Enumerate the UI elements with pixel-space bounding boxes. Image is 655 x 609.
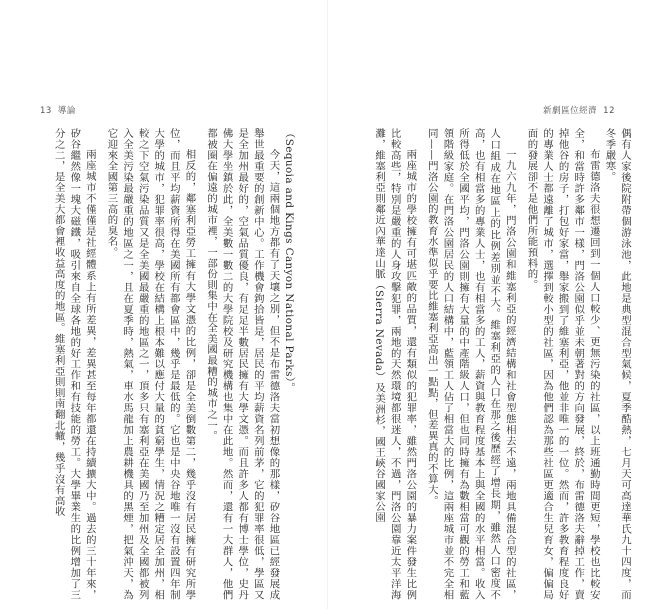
body-text xyxy=(34,128,296,600)
page-number: 13 xyxy=(40,106,52,116)
body-text xyxy=(348,128,632,600)
paragraph: 今天，這兩個地方都有了天壤之別，但不是布雷德洛夫當初想像的那樣，矽谷地區已經發展成舉世最重要的創新中心。工作機會鉤拾皆是，居民的平均薪資名列前茅，它的犯罪率很低，學區又是全加州最好的，空氣品質優良，有足足半數居民擁有大學文憑。而且許多人都有博士學位，史丹佛大學坐鎮於此，全美數一數二的大學院校及研究機構也集中在此地。然而，還有一大群人，他們都被圈在偏遠的城市裡，一部份則集中在全美國最糟的城市之一。 xyxy=(205,128,280,600)
paragraph: 兩座城市不僅僅是社經體系上有所差異，差異甚至每年都還在持續擴大中。過去的三十年來，矽谷繼然像一塊大磁鐵，吸引來自全球各地的好工作和有技能的勞工。大學畢業生的比例增加了三分之二，是全美大都會裡收益高度的地區。維塞利亞則則南翻北轍，幾乎沒有高收 xyxy=(52,128,96,600)
running-head-right xyxy=(543,104,621,116)
paragraph: 偶有人家後院附帶個游泳池，此地是典型混合型氣候，夏季酷熱，七月天可高達華氏九十四度，而冬季嚴寒。 xyxy=(603,128,631,600)
paragraph: 一九六九年，門洛公園和維塞利亞的經濟結構和社會型態相去不遠，兩地具備混合型的社區，人口組成在地區上的比例差別並不大。維塞利亞的人口在那之後歷經了增長期，雖然人口密度不高，也有相當多的專業人士，也有相當多的工人，薪資與教育程度基本上與全國的水平相當。收入所得低於全國平均，門洛公園則擁有大量的中產階級人口，但也同時擁有為數相當可觀的勞工和藍領階級家庭。在門洛公園居民的人口結構中，藍領工人佔了相當大的比例，這兩座城市並不完全相同——門洛公園的教育水準似乎要比維塞利亞高出一點點，但差異真的不算大。 xyxy=(425,128,516,600)
paragraph: 布雷德洛夫很想遷回到一個人口較少、更無污染的社區，以上班通勤時間更短，學校也比較安全，和當時許多鄰市一樣，門洛公園似乎並未朝著對的方向發展，終於，布雷德洛夫辭掉工作，賣掉他谷的房子，打包好家當，舉家搬到了維塞利亞，他並非唯一的一位。然而，許多教育程度良好的專業人士都遠離了城市，選擇到較小型的社區，因為他們認為那些社區更適合生兒育女，偏偏局面的發展卻不是他們所能預料的。 xyxy=(525,128,600,600)
running-head-left xyxy=(34,104,76,116)
section-title: 新劇區位經濟 xyxy=(543,106,598,116)
section-title: 導論 xyxy=(57,106,76,116)
paragraph: 相反的，鄰塞利亞勞工擁有大學文憑的比例，卻是全美倒數第二，幾乎沒有居民擁有研究所學位，而且平均薪資所得在美國所有都會區中，幾乎是最低的。它也是中央谷地唯一沒有設置四年制大學的城市，犯罪率很高，學校在結構上根本難以應付大量的貧窮學生，情況之糟定居全加州，相較之下空氣污染品質又是全美國最嚴重的地區之一，頂多只有塞利亞在美國乃至加州及全國都被列入全美污染最嚴重的地區之一，且在夏季時，熱氣，車水馬龍加上農耕機具的黑煙，把氣沖天，為它迎來全國第三高的臭名。 xyxy=(105,128,196,600)
right-page xyxy=(328,0,655,609)
paragraph: 兩座城市的學校擁有可堪匹敵的品質，還有類似的犯罪率，雖然門洛公園的暴力案件發生比例比較高些，特別是嚴重的人身攻擊犯罪，兩地的天然環境都很迷人，不過，門洛公園靠近太平洋海灘，維塞利亞則鄰近內華達山脈（Sierra Nevada）及美洲杉，國王峽谷國家公園 xyxy=(373,128,417,600)
page-number: 12 xyxy=(603,106,615,116)
paragraph: （Sequoia and Kings Canyon National Parks）。 xyxy=(283,128,295,394)
